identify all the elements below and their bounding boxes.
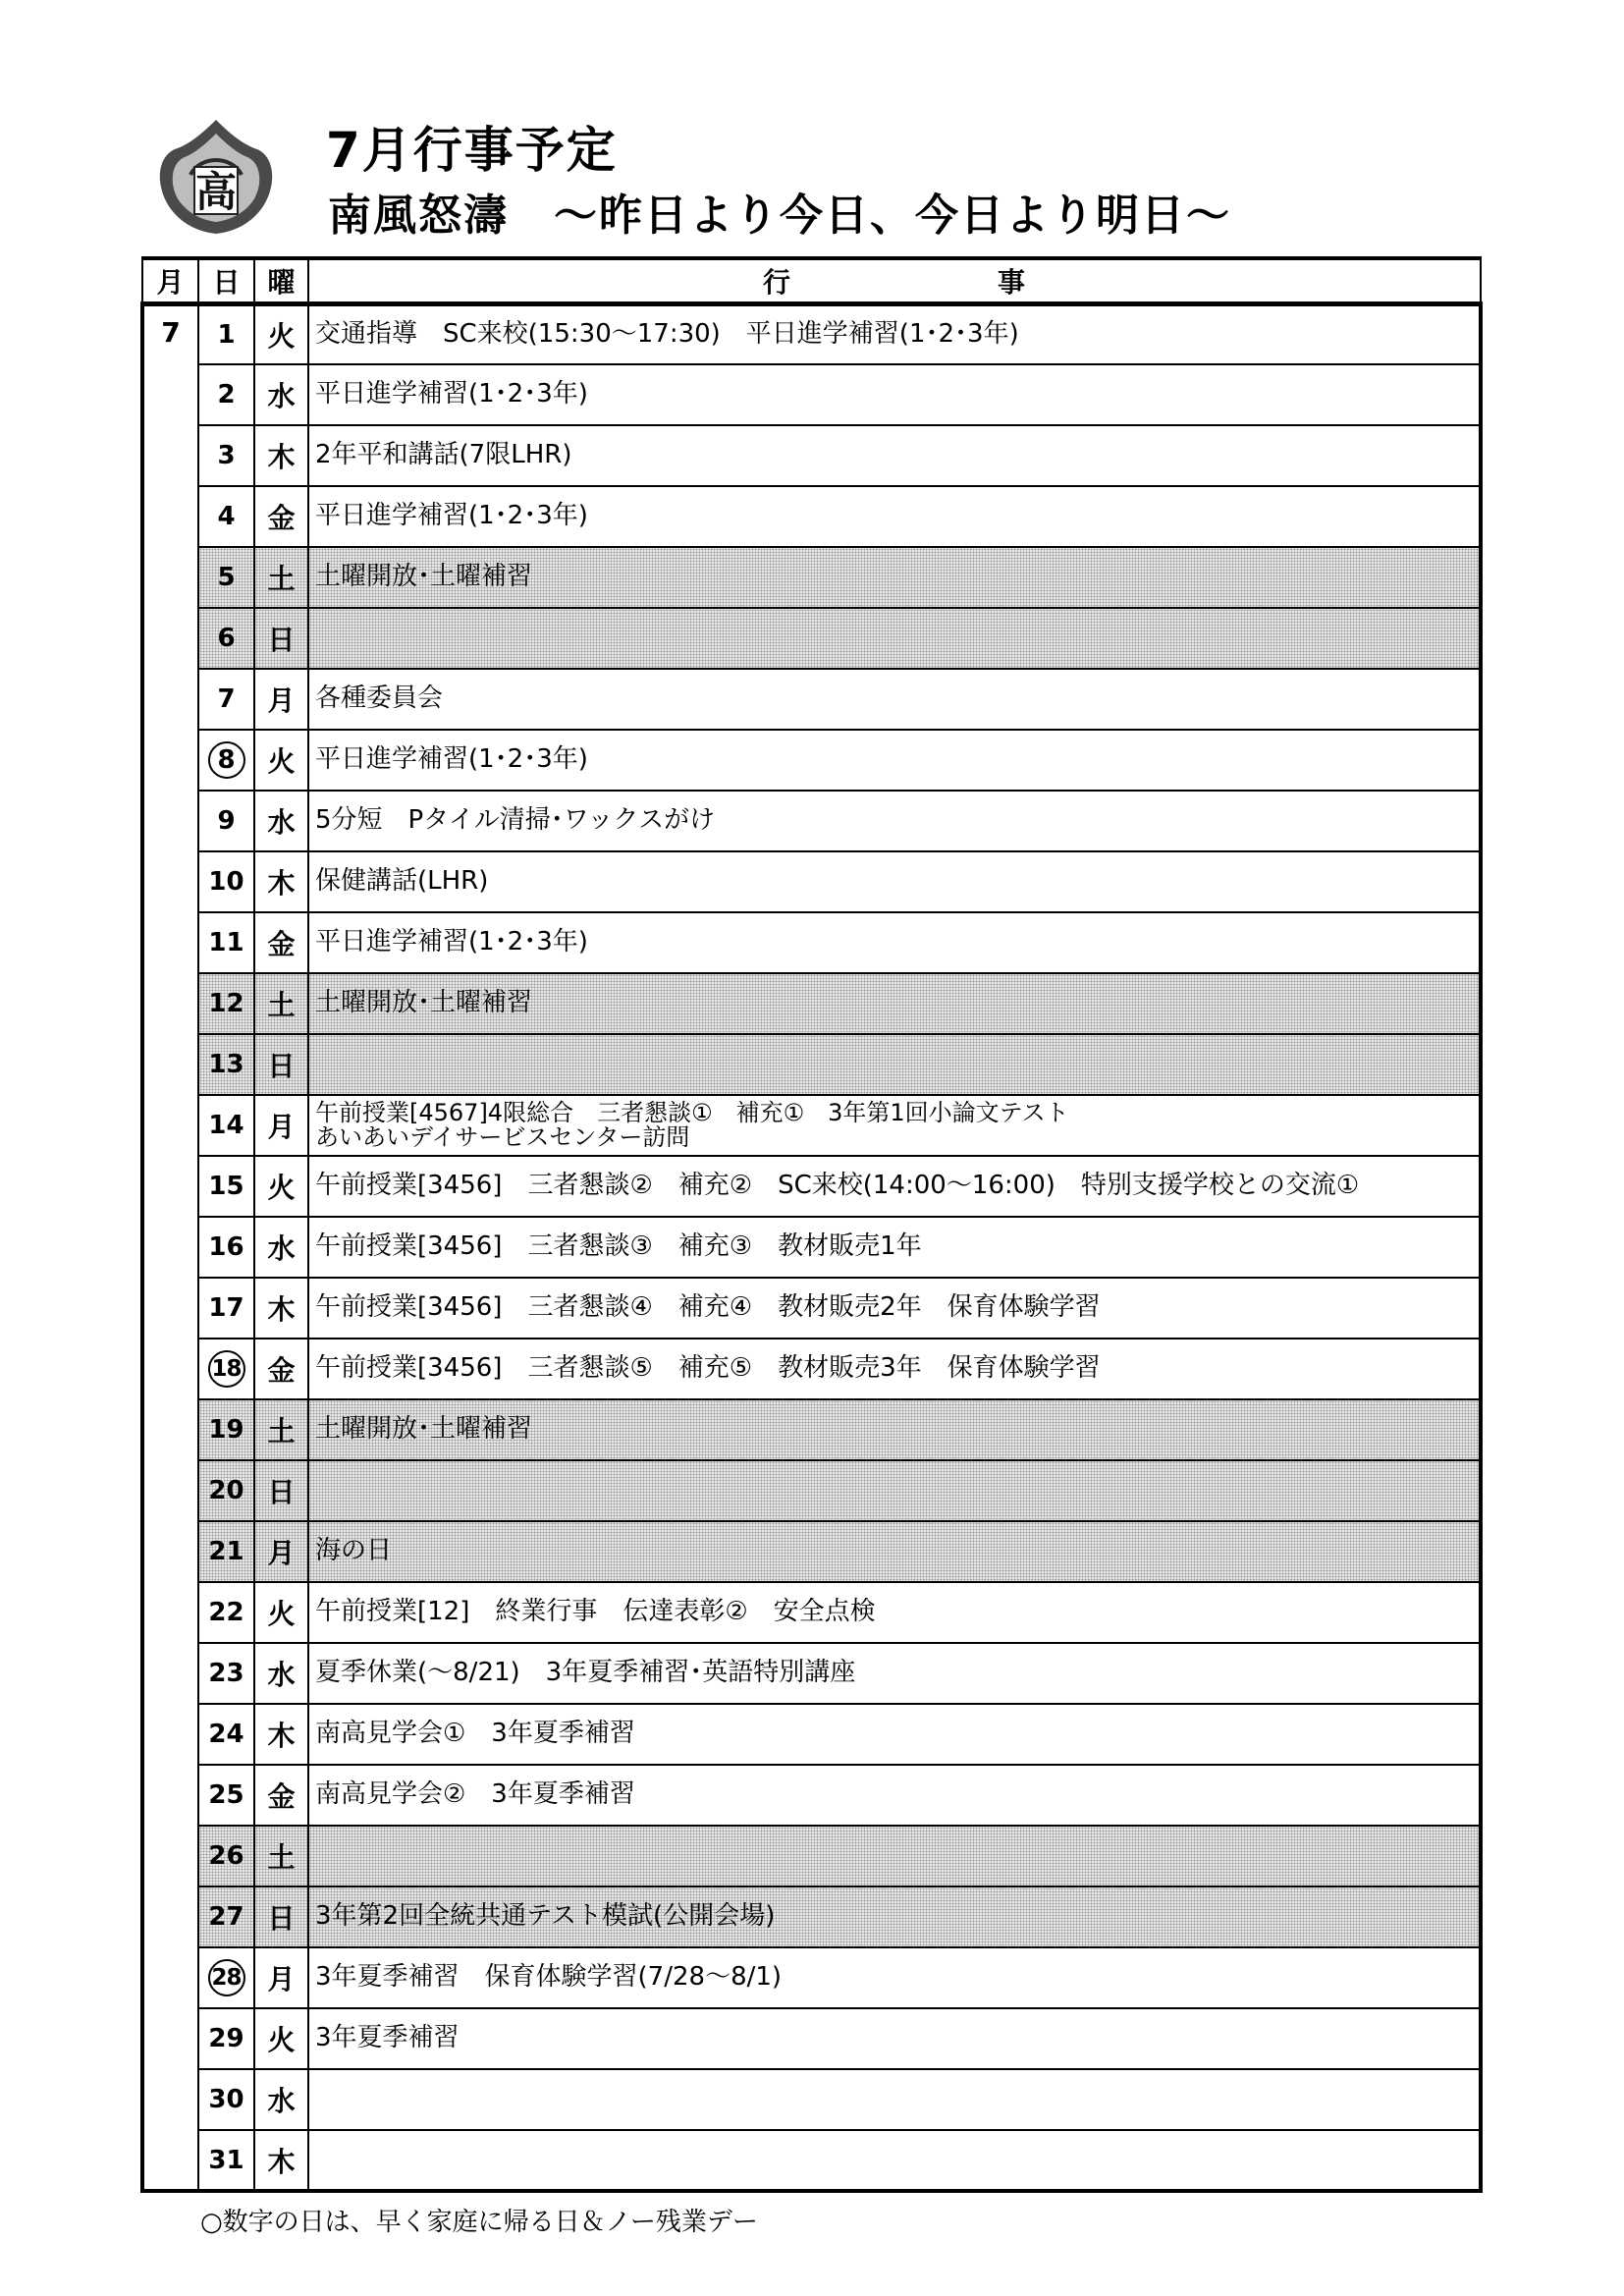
- header-events: [308, 258, 1481, 303]
- table-row: [142, 1399, 1481, 1460]
- day-number: 15: [208, 1172, 244, 1201]
- day-number: 10: [208, 867, 244, 897]
- footnote: ○数字の日は、早く家庭に帰る日＆ノー残業デー: [200, 2208, 758, 2237]
- event-cell: [308, 2069, 1481, 2130]
- circled-day-number: 8: [208, 741, 245, 779]
- weekday-cell: 水: [254, 2069, 308, 2130]
- event-text: 土曜開放･土曜補習: [315, 562, 533, 592]
- day-number: 13: [208, 1050, 244, 1079]
- weekday-cell: 金: [254, 912, 308, 973]
- event-cell: [308, 1156, 1481, 1217]
- day-cell: [198, 1704, 254, 1765]
- weekday-cell: 日: [254, 1886, 308, 1947]
- event-cell: [308, 1339, 1481, 1399]
- event-cell: [308, 2130, 1481, 2191]
- weekday-cell: 土: [254, 1826, 308, 1886]
- day-number: 26: [208, 1841, 244, 1871]
- day-cell: [198, 1521, 254, 1582]
- circled-day-number: 18: [208, 1350, 245, 1388]
- day-number: 24: [208, 1720, 244, 1749]
- event-text: 2年平和講話(7限LHR): [315, 440, 572, 470]
- weekday-cell: 金: [254, 1765, 308, 1826]
- day-cell: [198, 486, 254, 547]
- weekday-cell: 月: [254, 1521, 308, 1582]
- weekday-cell: 日: [254, 608, 308, 669]
- event-cell: [308, 1278, 1481, 1339]
- table-row: [142, 851, 1481, 912]
- day-cell: [198, 973, 254, 1034]
- day-cell: [198, 303, 254, 364]
- table-row: [142, 1886, 1481, 1947]
- table-row: [142, 791, 1481, 851]
- weekday-cell: 火: [254, 1582, 308, 1643]
- day-number: 12: [208, 989, 244, 1018]
- schedule-table: [140, 256, 1483, 2193]
- event-cell: [308, 1765, 1481, 1826]
- event-text: 交通指導 SC来校(15:30～17:30) 平日進学補習(1･2･3年): [315, 319, 1019, 350]
- table-row: [142, 973, 1481, 1034]
- day-number: 6: [217, 624, 236, 653]
- day-number: 1: [217, 319, 236, 350]
- day-cell: [198, 1460, 254, 1521]
- event-text: 3年夏季補習: [315, 2023, 460, 2053]
- weekday-cell: 日: [254, 1034, 308, 1095]
- table-row: [142, 1156, 1481, 1217]
- weekday-cell: 木: [254, 425, 308, 486]
- event-cell: [308, 1095, 1481, 1156]
- table-row: [142, 547, 1481, 608]
- day-cell: [198, 547, 254, 608]
- day-cell: [198, 730, 254, 791]
- emblem-char: 高: [194, 168, 238, 216]
- school-emblem-logo: [155, 116, 277, 238]
- day-number: 22: [208, 1598, 244, 1627]
- day-number: 31: [208, 2145, 244, 2175]
- weekday-cell: 金: [254, 486, 308, 547]
- page-title: 7月行事予定: [326, 122, 618, 179]
- table-row: [142, 2069, 1481, 2130]
- event-cell: [308, 547, 1481, 608]
- header-events-a: 行: [762, 265, 791, 299]
- event-cell: [308, 912, 1481, 973]
- weekday-cell: 水: [254, 1643, 308, 1704]
- day-number: 11: [208, 928, 244, 957]
- weekday-cell: 火: [254, 1156, 308, 1217]
- event-cell: [308, 608, 1481, 669]
- table-row: [142, 1582, 1481, 1643]
- day-number: 5: [217, 563, 236, 592]
- weekday-cell: 火: [254, 2008, 308, 2069]
- table-row: [142, 1765, 1481, 1826]
- event-text: 海の日: [315, 1536, 393, 1566]
- day-cell: [198, 1217, 254, 1278]
- event-cell: [308, 1399, 1481, 1460]
- weekday-cell: 木: [254, 1704, 308, 1765]
- day-cell: [198, 1582, 254, 1643]
- weekday-cell: 木: [254, 1278, 308, 1339]
- event-cell: [308, 1521, 1481, 1582]
- event-cell: [308, 973, 1481, 1034]
- event-cell: [308, 1643, 1481, 1704]
- header-month: 月: [142, 258, 198, 303]
- day-cell: [198, 1095, 254, 1156]
- school-motto: 南風怒濤 ～昨日より今日、今日より明日～: [328, 191, 1231, 241]
- event-text: あいあいデイサービスセンター訪問: [315, 1123, 690, 1151]
- header-weekday: 曜: [254, 258, 308, 303]
- day-cell: [198, 1034, 254, 1095]
- weekday-cell: 土: [254, 1399, 308, 1460]
- event-text: 午前授業[4567]4限総合 三者懇談① 補充① 3年第1回小論文テスト: [315, 1098, 1069, 1126]
- day-cell: [198, 2069, 254, 2130]
- event-text: 南高見学会① 3年夏季補習: [315, 1719, 635, 1749]
- event-text: 平日進学補習(1･2･3年): [315, 501, 588, 531]
- weekday-cell: 木: [254, 851, 308, 912]
- day-number: 17: [208, 1293, 244, 1323]
- event-text: 3年夏季補習 保育体験学習(7/28～8/1): [315, 1962, 783, 1993]
- event-cell: [308, 425, 1481, 486]
- day-number: 16: [208, 1232, 244, 1262]
- day-cell: [198, 2130, 254, 2191]
- event-cell: [308, 303, 1481, 364]
- event-text: 3年第2回全統共通テスト模試(公開会場): [315, 1901, 776, 1932]
- day-number: 21: [208, 1537, 244, 1566]
- header-day: 日: [198, 258, 254, 303]
- event-text: 5分短 Pタイル清掃･ワックスがけ: [315, 805, 716, 836]
- day-cell: [198, 425, 254, 486]
- day-number: 14: [208, 1111, 244, 1140]
- day-cell: [198, 1826, 254, 1886]
- event-cell: [308, 730, 1481, 791]
- event-text: 午前授業[3456] 三者懇談⑤ 補充⑤ 教材販売3年 保育体験学習: [315, 1353, 1101, 1384]
- weekday-cell: 土: [254, 547, 308, 608]
- table-row: [142, 2130, 1481, 2191]
- table-row: [142, 303, 1481, 364]
- day-number: 3: [217, 441, 236, 470]
- event-text: 午前授業[3456] 三者懇談④ 補充④ 教材販売2年 保育体験学習: [315, 1292, 1101, 1323]
- event-text: 夏季休業(～8/21) 3年夏季補習･英語特別講座: [315, 1658, 856, 1688]
- table-row: [142, 669, 1481, 730]
- table-row: [142, 1034, 1481, 1095]
- weekday-cell: 火: [254, 730, 308, 791]
- day-cell: [198, 1947, 254, 2008]
- day-cell: [198, 669, 254, 730]
- event-cell: [308, 1826, 1481, 1886]
- day-number: 2: [217, 380, 236, 410]
- day-number: 23: [208, 1659, 244, 1688]
- table-row: [142, 1217, 1481, 1278]
- event-text: 南高見学会② 3年夏季補習: [315, 1779, 635, 1810]
- table-row: [142, 1704, 1481, 1765]
- table-row: [142, 1643, 1481, 1704]
- table-row: [142, 912, 1481, 973]
- weekday-cell: 水: [254, 791, 308, 851]
- event-cell: [308, 2008, 1481, 2069]
- day-number: 19: [208, 1415, 244, 1445]
- event-text: 午前授業[3456] 三者懇談② 補充② SC来校(14:00～16:00) 特別支援学校との交流①: [315, 1171, 1360, 1201]
- event-cell: [308, 1460, 1481, 1521]
- weekday-cell: 月: [254, 1947, 308, 2008]
- circled-day-number: 28: [208, 1959, 245, 1996]
- day-cell: [198, 1765, 254, 1826]
- table-row: [142, 1095, 1481, 1156]
- weekday-cell: 火: [254, 303, 308, 364]
- event-cell: [308, 1886, 1481, 1947]
- event-cell: [308, 364, 1481, 425]
- day-number: 20: [208, 1476, 244, 1505]
- day-number: 29: [208, 2024, 244, 2053]
- table-row: [142, 2008, 1481, 2069]
- weekday-cell: 金: [254, 1339, 308, 1399]
- table-header-row: [142, 258, 1481, 303]
- day-number: 4: [217, 502, 236, 531]
- day-cell: [198, 912, 254, 973]
- table-row: [142, 1278, 1481, 1339]
- day-cell: [198, 1399, 254, 1460]
- table-row: [142, 608, 1481, 669]
- event-cell: [308, 1704, 1481, 1765]
- day-cell: [198, 851, 254, 912]
- weekday-cell: 土: [254, 973, 308, 1034]
- day-number: 9: [217, 806, 236, 836]
- day-cell: [198, 2008, 254, 2069]
- event-text: 各種委員会: [315, 683, 444, 714]
- table-row: [142, 1460, 1481, 1521]
- weekday-cell: 月: [254, 1095, 308, 1156]
- day-cell: [198, 791, 254, 851]
- day-cell: [198, 1643, 254, 1704]
- month-cell: 7: [142, 303, 198, 2191]
- event-text: 平日進学補習(1･2･3年): [315, 927, 588, 957]
- table-row: [142, 486, 1481, 547]
- table-row: [142, 1947, 1481, 2008]
- header-events-b: 事: [998, 265, 1027, 299]
- weekday-cell: 日: [254, 1460, 308, 1521]
- event-cell: [308, 1582, 1481, 1643]
- day-number: 7: [217, 684, 236, 714]
- event-text: 平日進学補習(1･2･3年): [315, 379, 588, 410]
- day-cell: [198, 608, 254, 669]
- event-cell: [308, 1947, 1481, 2008]
- day-cell: [198, 364, 254, 425]
- event-text: 平日進学補習(1･2･3年): [315, 744, 588, 775]
- table-row: [142, 1826, 1481, 1886]
- day-number: 27: [208, 1902, 244, 1932]
- event-text: 午前授業[3456] 三者懇談③ 補充③ 教材販売1年: [315, 1231, 922, 1262]
- weekday-cell: 水: [254, 364, 308, 425]
- event-cell: [308, 669, 1481, 730]
- day-number: 25: [208, 1780, 244, 1810]
- day-number: 30: [208, 2085, 244, 2114]
- event-text: 午前授業[12] 終業行事 伝達表彰② 安全点検: [315, 1597, 876, 1627]
- day-cell: [198, 1886, 254, 1947]
- event-text: 土曜開放･土曜補習: [315, 1414, 533, 1445]
- table-row: [142, 730, 1481, 791]
- table-row: [142, 364, 1481, 425]
- day-cell: [198, 1156, 254, 1217]
- event-cell: [308, 791, 1481, 851]
- day-cell: [198, 1339, 254, 1399]
- weekday-cell: 木: [254, 2130, 308, 2191]
- day-cell: [198, 1278, 254, 1339]
- event-cell: [308, 1034, 1481, 1095]
- table-row: [142, 1339, 1481, 1399]
- event-cell: [308, 486, 1481, 547]
- weekday-cell: 月: [254, 669, 308, 730]
- table-row: [142, 1521, 1481, 1582]
- event-text: 土曜開放･土曜補習: [315, 988, 533, 1018]
- event-text: 保健講話(LHR): [315, 866, 489, 897]
- event-cell: [308, 1217, 1481, 1278]
- weekday-cell: 水: [254, 1217, 308, 1278]
- table-row: [142, 425, 1481, 486]
- event-cell: [308, 851, 1481, 912]
